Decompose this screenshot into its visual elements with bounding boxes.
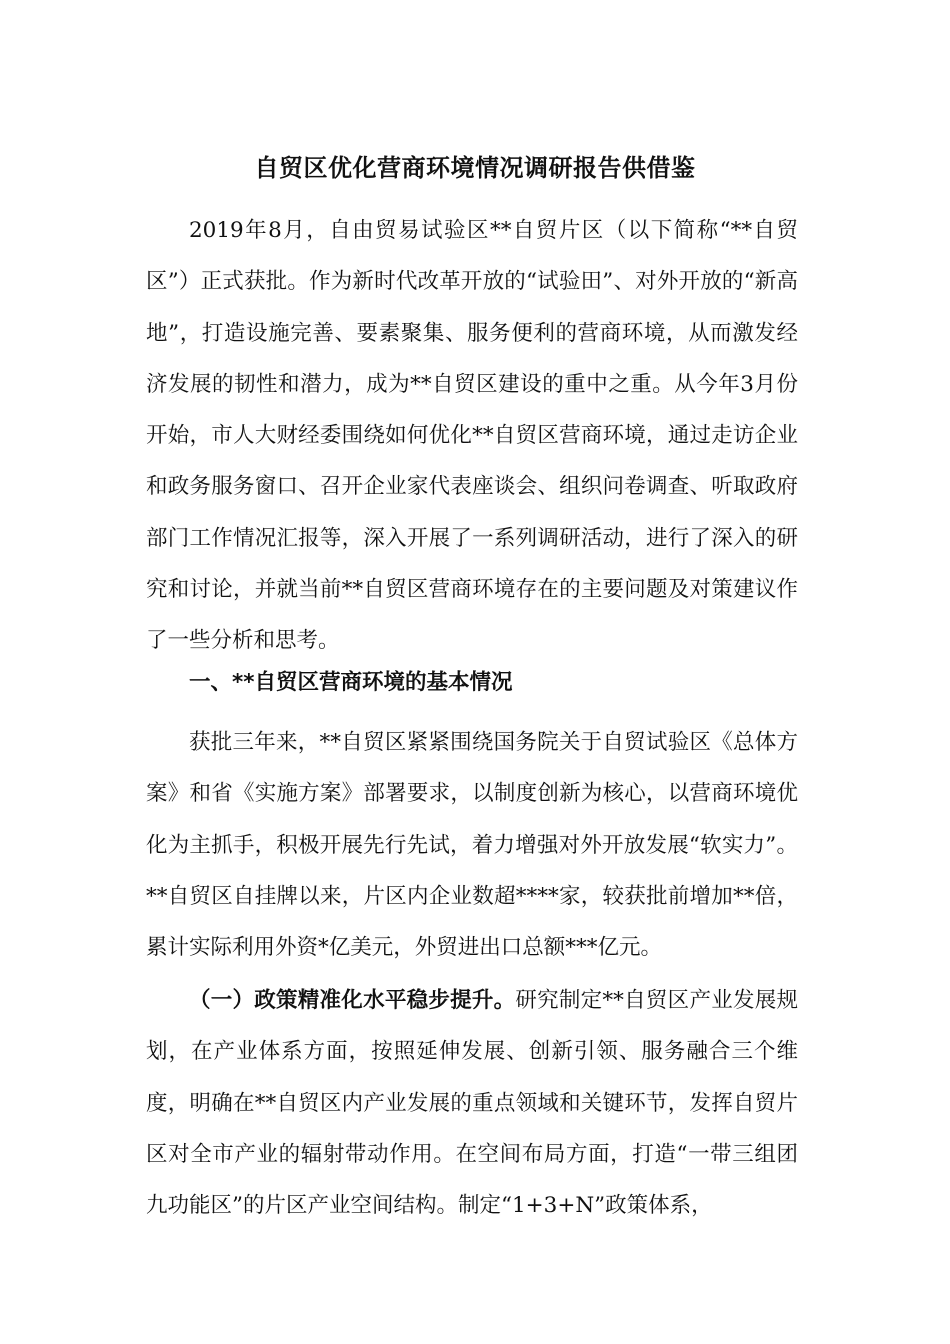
intro-paragraph: 2019年8月，自由贸易试验区**自贸片区（以下简称“**自贸区”）正式获批。作为新时代改革开放的“试验田”、对外开放的“新高地”，打造设施完善、要素聚集、服务便利的营商环境，从而激发经济发展的韧性和潜力，成为**自贸区建设的重中之重。从今年3月份开始，市人大财经委围绕如何优化**自贸区营商环境，通过走访企业和政务服务窗口、召开企业家代表座谈会、组织问卷调查、听取政府部门工作情况汇报等，深入开展了一系列调研活动，进行了深入的研究和讨论，并就当前**自贸区营商环境存在的主要问题及对策建议作了一些分析和思考。	[146, 218, 798, 654]
subsection-1-lead: （一）政策精准化水平稳步提升。	[189, 988, 516, 1013]
document-title: 自贸区优化营商环境情况调研报告供借鉴	[254, 154, 696, 182]
section-1-paragraph: 获批三年来，**自贸区紧紧围绕国务院关于自贸试验区《总体方案》和省《实施方案》部署要求，以制度创新为核心，以营商环境优化为主抓手，积极开展先行先试，着力增强对外开放发展“软实力”。**自贸区自挂牌以来，片区内企业数超****家，较获批前增加**倍，累计实际利用外资*亿美元，外贸进出口总额***亿元。	[146, 730, 798, 961]
subsection-1-paragraph	[146, 975, 798, 1231]
section-heading-1: 一、**自贸区营商环境的基本情况	[189, 670, 513, 695]
subsection-1-text: 研究制定**自贸区产业发展规划，在产业体系方面，按照延伸发展、创新引领、服务融合三个维度，明确在**自贸区内产业发展的重点领域和关键环节，发挥自贸片区对全市产业的辐射带动作用。在空间布局方面，打造“一带三组团九功能区”的片区产业空间结构。制定“1+3+N”政策体系，	[146, 988, 798, 1219]
